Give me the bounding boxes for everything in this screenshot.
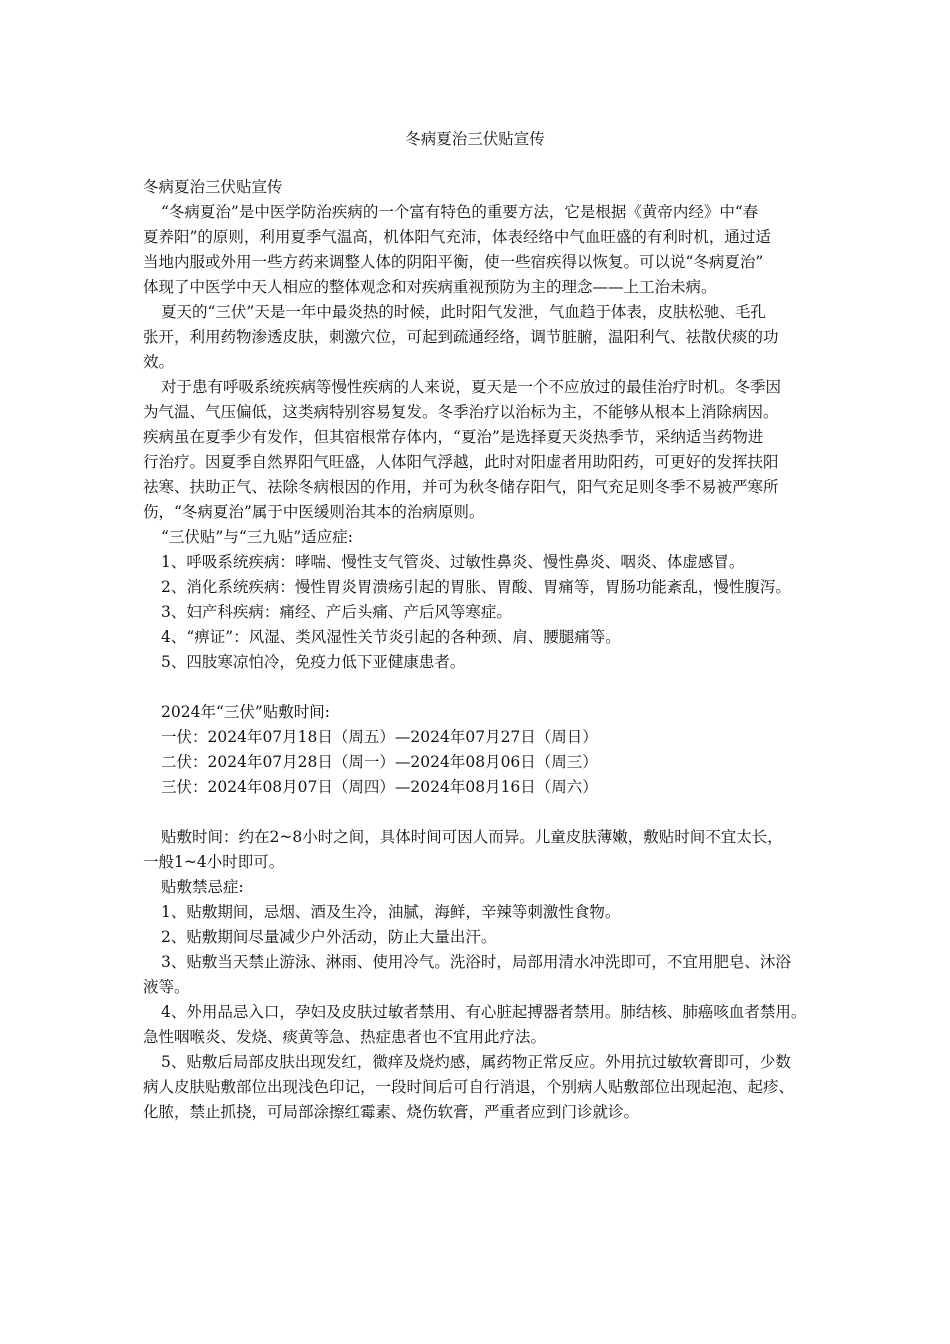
paragraph-line: 祛寒、扶助正气、祛除冬病根因的作用，并可为秋冬储存阳气，阳气充足则冬季不易被严寒所 [143,478,779,496]
contraindications-heading: 贴敷禁忌症: [161,878,244,896]
page-title: 冬病夏治三伏贴宣传 [405,130,545,148]
paragraph-line: 疾病虽在夏季少有发作，但其宿根常存体内，“夏治”是选择夏天炎热季节，采纳适当药物进 [143,428,764,446]
subtitle: 冬病夏治三伏贴宣传 [143,178,283,196]
list-item-continuation: 急性咽喉炎、发烧、痰黄等急、热症患者也不宜用此疗法。 [143,1028,547,1046]
paragraph-line: 当地内服或外用一些方药来调整人体的阴阳平衡，使一些宿疾得以恢复。可以说“冬病夏治” [143,253,764,271]
list-item: 3、贴敷当天禁止游泳、淋雨、使用冷气。洗浴时，局部用清水冲洗即可，不宜用肥皂、沐浴 [161,953,791,971]
paragraph-line: 张开，利用药物渗透皮肤，刺激穴位，可起到疏通经络，调节脏腑，温阳利气、祛散伏痰的功 [143,328,779,346]
summer-paragraph [143,300,813,375]
list-item: 1、贴敷期间，忌烟、酒及生冷，油腻，海鲜，辛辣等刺激性食物。 [161,903,621,921]
list-item: 4、外用品忌入口，孕妇及皮肤过敏者禁用、有心脏起搏器者禁用。肺结核、肺癌咳血者禁用。 [161,1003,807,1021]
schedule-section [143,700,813,800]
paragraph-line: 对于患有呼吸系统疾病等慢性疾病的人来说，夏天是一个不应放过的最佳治疗时机。冬季因 [161,378,782,396]
list-item: 2、消化系统疾病：慢性胃炎胃溃疡引起的胃胀、胃酸、胃痛等，胃肠功能紊乱，慢性腹泻。 [161,578,791,596]
list-item-continuation: 病人皮肤贴敷部位出现浅色印记，一段时间后可自行消退，个别病人贴敷部位出现起泡、起疹、 [143,1078,795,1096]
duration-paragraph [143,825,813,875]
list-item: 2、贴敷期间尽量减少户外活动，防止大量出汗。 [161,928,497,946]
schedule-item: 三伏：2024年08月07日（周四）—2024年08月16日（周六） [161,778,598,796]
patients-paragraph [143,375,813,525]
list-item: 3、妇产科疾病：痛经、产后头痛、产后风等寒症。 [161,603,512,621]
list-item: 4、“痹证”：风湿、类风湿性关节炎引起的各种颈、肩、腰腿痛等。 [161,628,621,646]
paragraph-line: 伤，“冬病夏治”属于中医缓则治其本的治病原则。 [143,503,485,521]
list-item: 1、呼吸系统疾病：哮喘、慢性支气管炎、过敏性鼻炎、慢性鼻炎、咽炎、体虚感冒。 [161,553,745,571]
paragraph-line: 夏养阳”的原则，利用夏季气温高，机体阳气充沛，体表经络中气血旺盛的有利时机，通过适 [143,228,771,246]
intro-paragraph [143,200,813,300]
list-item: 5、贴敷后局部皮肤出现发红，微痒及烧灼感，属药物正常反应。外用抗过敏软膏即可，少数 [161,1053,791,1071]
spacer [143,800,813,825]
list-item-continuation: 化脓，禁止抓挠，可局部涂擦红霉素、烧伤软膏，严重者应到门诊就诊。 [143,1103,640,1121]
list-item: 5、四肢寒凉怕冷，免疫力低下亚健康患者。 [161,653,466,671]
paragraph-line: “冬病夏治”是中医学防治疾病的一个富有特色的重要方法，它是根据《黄帝内经》中“春 [161,203,759,221]
paragraph-line: 体现了中医学中天人相应的整体观念和对疾病重视预防为主的理念——上工治未病。 [143,278,717,296]
spacer [143,675,813,700]
contraindications-section [143,875,813,1125]
paragraph-line: 夏天的“三伏”天是一年中最炎热的时候，此时阳气发泄，气血趋于体表，皮肤松驰、毛孔 [161,303,766,321]
schedule-item: 二伏：2024年07月28日（周一）—2024年08月06日（周三） [161,753,598,771]
schedule-item: 一伏：2024年07月18日（周五）—2024年07月27日（周日） [161,728,598,746]
schedule-heading: 2024年“三伏”贴敷时间: [161,703,331,721]
paragraph-line: 为气温、气压偏低，这类病特别容易复发。冬季治疗以治标为主，不能够从根本上消除病因。 [143,403,779,421]
list-item-continuation: 液等。 [143,978,190,996]
paragraph-line: 效。 [143,353,175,371]
document-body [143,175,813,1125]
paragraph-line: 一般1~4小时即可。 [143,853,285,871]
paragraph-line: 行治疗。因夏季自然界阳气旺盛，人体阳气浮越，此时对阳虚者用助阳药，可更好的发挥扶阳 [143,453,779,471]
indications-section [143,525,813,675]
paragraph-line: 贴敷时间：约在2~8小时之间，具体时间可因人而异。儿童皮肤薄嫩，敷贴时间不宜太长， [161,828,783,846]
indications-heading: “三伏贴”与“三九贴”适应症: [161,528,353,546]
